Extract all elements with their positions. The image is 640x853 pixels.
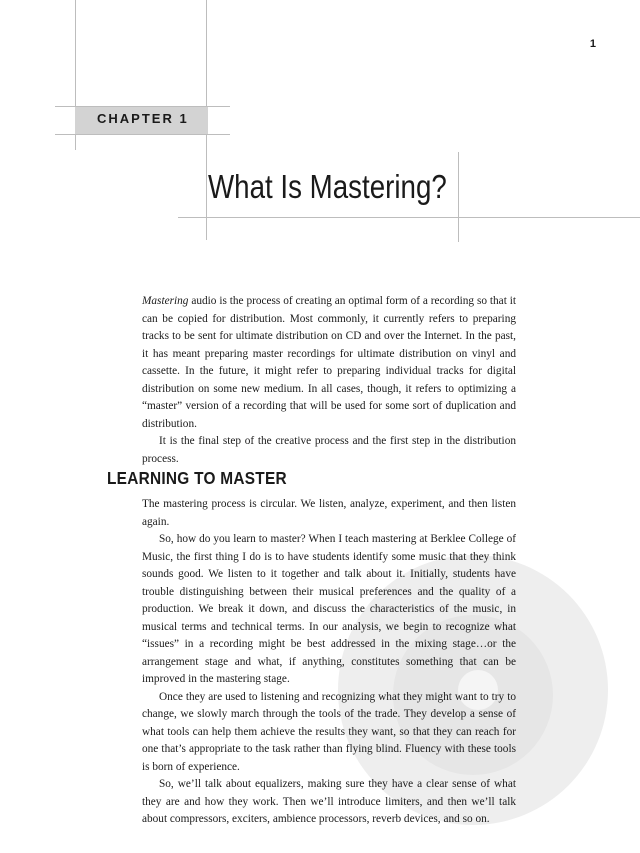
section-paragraph-1: The mastering process is circular. We listen, analyze, experiment, and then listen again. [142, 498, 516, 528]
section-paragraph-4: So, we’ll talk about equalizers, making sure they have a clear sense of what they are and how they work. Then we’ll introduce limiters, and then we’ll talk about compressors, exciters, ambience processors, reverb devices, and so on. [142, 778, 516, 825]
section-paragraph-2: So, how do you learn to master? When I teach mastering at Berklee College of Music, the first thing I do is to have students identify some music that they think sounds good. We listen to it together and talk about it. Initially, students have trouble distinguishing between their musical preferences and the quality of a production. We break it down, and discuss the characteristics of the music, in musical terms and technical terms. In our analysis, we begin to recognize what “issues” in a recording might be best addressed in the mixing stage…or the arrangement stage and what, if anything, constitutes something that can be improved in the mastering stage. [142, 533, 516, 685]
chapter-title: What Is Mastering? [208, 168, 447, 205]
section-paragraph-3: Once they are used to listening and recognizing what they might want to try to change, we slowly march through the tools of the trade. They develop a sense of what tools can help them achieve the results they want, so that they can reach for one that’s appropriate to the task rather than flying blind. Fluency with these tools is born of experience. [142, 690, 516, 773]
section-heading: LEARNING TO MASTER [107, 468, 287, 488]
intro-text [142, 293, 516, 468]
intro-emphasis: Mastering [142, 295, 189, 307]
guide-line-h3 [178, 217, 640, 218]
chapter-label: CHAPTER 1 [97, 111, 189, 126]
section-text [142, 496, 516, 829]
intro-paragraph-1 [142, 293, 516, 433]
intro-paragraph-1-text: audio is the process of creating an optimal form of a recording so that it can be copied for distribution. Most commonly, it currently refers to preparing tracks to be sent for ultimate distribution on CD and over the Internet. In the past, it has meant preparing master recordings for ultimate distribution on vinyl and cassette. In the future, it might refer to preparing individual tracks for digital distribution on some new medium. In all cases, though, it refers to optimizing a “master” version of a recording that will be used for some sort of duplication and distribution. [142, 295, 516, 430]
page-number: 1 [589, 38, 596, 50]
guide-line-v3 [458, 152, 459, 242]
guide-line-h2 [55, 134, 230, 135]
intro-paragraph-2: It is the final step of the creative process and the first step in the distribution process. [142, 435, 516, 465]
